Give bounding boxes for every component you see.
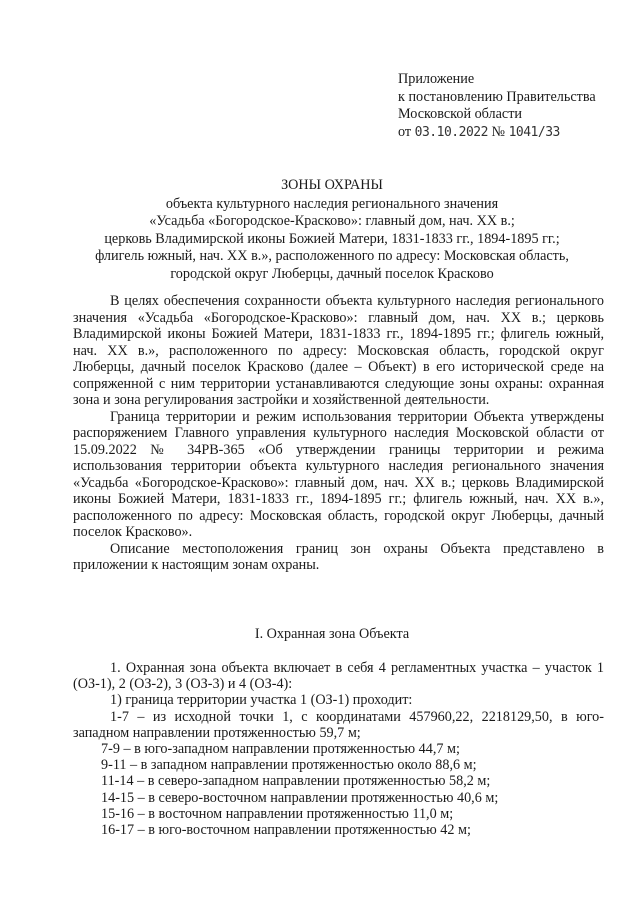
section-paragraph: 1) граница территории участка 1 (ОЗ-1) проходит:: [110, 692, 413, 709]
appendix-line-3: Московской области: [398, 106, 523, 122]
intro-paragraph: В целях обеспечения сохранности объекта культурного наследия регионального значения «Усадьба «Богородское-Красково»: главный дом, нач. XX в.; церковь Владимирской иконы Божией Матери, 1831-1833 гг., 1894-1895 гг.; флигель южный, нач. XX в.», расположенного по адресу: Московская область, городской округ Люберцы, дачный поселок Красково (далее – Объект) в его исторической среде на сопряженной с ним территории устанавливаются следующие зоны охраны: охранная зона и зона регулирования застройки и хозяйственной деятельности.: [73, 293, 604, 408]
section-paragraph: 1. Охранная зона объекта включает в себя 4 регламентных участка – участок 1 (ОЗ-1), 2 (ОЗ-2), 3 (ОЗ-3) и 4 (ОЗ-4):: [73, 660, 604, 693]
intro-text: [73, 293, 604, 574]
appendix-header: [398, 71, 634, 141]
title-main: ЗОНЫ ОХРАНЫ: [281, 177, 383, 193]
section-text: [73, 660, 604, 838]
boundary-segment: 16-17 – в юго-восточном направлении протяженностью 42 м;: [101, 822, 471, 839]
document-title: [60, 177, 604, 283]
date-prefix: от: [398, 123, 412, 140]
appendix-line-1: Приложение: [398, 71, 475, 87]
boundary-segment: 14-15 – в северо-восточном направлении протяженностью 40,6 м;: [101, 789, 499, 806]
number-prefix: №: [491, 123, 506, 140]
section-paragraph: 1-7 – из исходной точки 1, с координатами 457960,22, 2218129,50, в юго-западном направлении протяженностью 59,7 м;: [73, 708, 604, 741]
appendix-line-2: к постановлению Правительства: [398, 88, 596, 105]
title-line: объекта культурного наследия регионального значения: [165, 195, 499, 212]
boundary-segment: 15-16 – в восточном направлении протяженностью 11,0 м;: [101, 805, 454, 822]
boundary-segment: 11-14 – в северо-западном направлении протяженностью 58,2 м;: [101, 773, 491, 790]
section-heading: I. Охранная зона Объекта: [254, 626, 410, 642]
intro-paragraph: Описание местоположения границ зон охраны Объекта представлено в приложении к настоящим зонам охраны.: [73, 540, 604, 573]
appendix-date: 03.10.2022: [414, 124, 488, 140]
appendix-number: 1041/33: [508, 124, 560, 140]
boundary-segment: 9-11 – в западном направлении протяженностью около 88,6 м;: [101, 757, 477, 774]
title-line: «Усадьба «Богородское-Красково»: главный дом, нач. XX в.;: [149, 213, 515, 229]
title-line: церковь Владимирской иконы Божией Матери, 1831-1833 гг., 1894-1895 гг.;: [104, 230, 560, 247]
boundary-segment: 7-9 – в юго-западном направлении протяженностью 44,7 м;: [101, 741, 460, 758]
appendix-date-line: [398, 124, 634, 142]
intro-paragraph: Граница территории и режим использования территории Объекта утверждены распоряжением Главного управления культурного наследия Московской области от 15.09.2022 № 34РВ-365 «Об утверждении границы территории и режима использования территории объекта культурного наследия регионального значения «Усадьба «Богородское-Красково»: главный дом, нач. XX в.; церковь Владимирской иконы Божией Матери, 1831-1833 гг., 1894-1895 гг.; флигель южный, нач. XX в.», расположенного по адресу: Московская область, городской округ Люберцы, дачный поселок Красково».: [73, 408, 604, 540]
title-line: городской округ Люберцы, дачный поселок Красково: [170, 265, 494, 282]
title-line: флигель южный, нач. XX в.», расположенного по адресу: Московская область,: [95, 248, 569, 264]
